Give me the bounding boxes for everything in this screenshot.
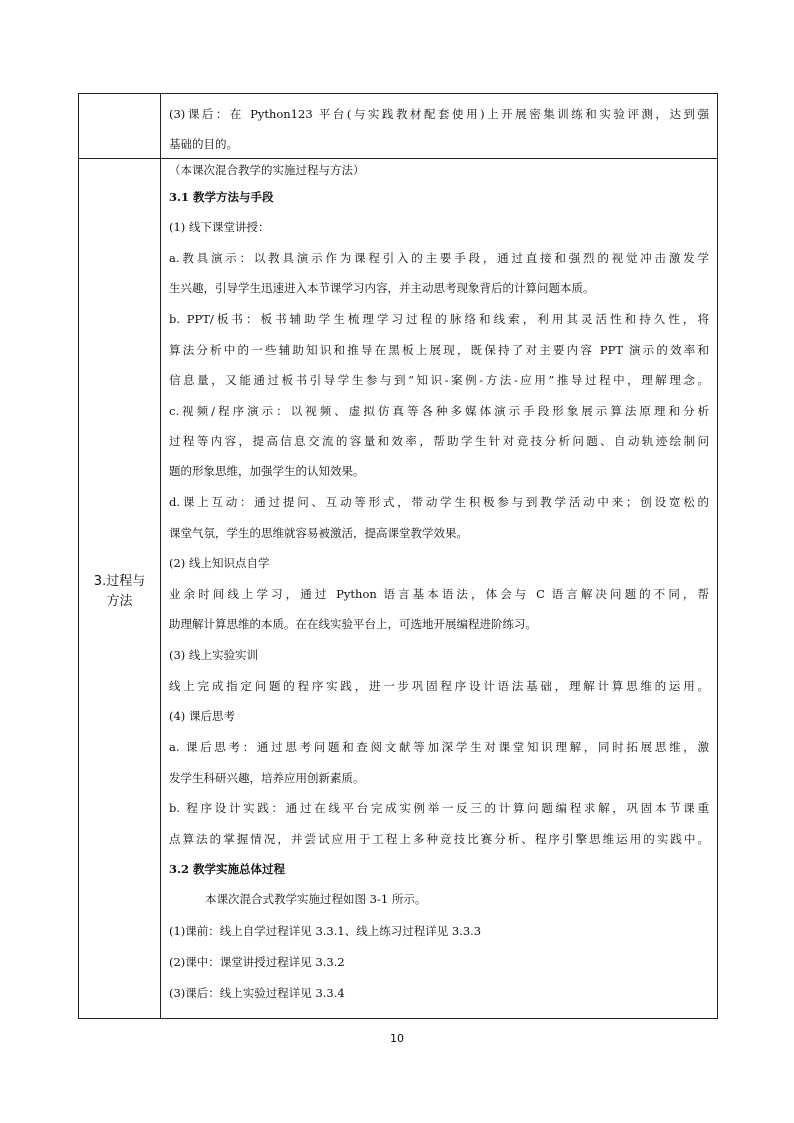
- para-b-line-2: 算法分析中的一些辅助知识和推导在黑板上展现，既保持了对主要内容 PPT 演示的效率和: [169, 343, 709, 357]
- after-class-line-1: (3)课后：在 Python123 平台(与实践教材配套使用)上开展密集训练和实验评测，达到强: [169, 107, 709, 121]
- page-number: 10: [390, 1032, 404, 1045]
- list-item-in-class: (2)课中：课堂讲授过程详见 3.3.2: [169, 955, 345, 969]
- subheading-3: (3) 线上实验实训: [169, 648, 258, 662]
- subheading-4: (4) 课后思考: [169, 709, 235, 723]
- para-practice-line-1: b. 程序设计实践：通过在线平台完成实例举一反三的计算问题编程求解，巩固本节课重: [169, 801, 709, 815]
- after-class-line-2: 基础的目的。: [169, 137, 238, 151]
- para-reflect-line-1: a. 课后思考：通过思考问题和查阅文献等加深学生对课堂知识理解，同时拓展思维，激: [169, 740, 709, 754]
- heading-3-1: 3.1 教学方法与手段: [169, 190, 274, 204]
- para-c-line-2: 过程等内容，提高信息交流的容量和效率，帮助学生针对竞技分析问题、自动轨迹绘制问: [169, 434, 709, 448]
- para-c-line-3: 题的形象思维，加强学生的认知效果。: [169, 464, 365, 478]
- content-table: [78, 93, 718, 1019]
- intro-note: （本课次混合教学的实施过程与方法）: [169, 163, 365, 177]
- column-divider: [160, 94, 161, 1018]
- subheading-1: (1) 线下课堂讲授：: [169, 220, 270, 234]
- overview-sentence: 本课次混合式教学实施过程如图 3-1 所示。: [205, 892, 427, 906]
- section-label: [79, 572, 160, 612]
- para-reflect-line-2: 发学生科研兴趣，培养应用创新素质。: [169, 771, 365, 785]
- section-label-line-2: 方法: [106, 594, 133, 609]
- para-d-line-1: d.课上互动：通过提问、互动等形式，带动学生积极参与到教学活动中来；创设宽松的: [169, 495, 709, 509]
- para-a-line-1: a.教具演示：以教具演示作为课程引入的主要手段，通过直接和强烈的视觉冲击激发学: [169, 251, 709, 265]
- list-item-after-class: (3)课后：线上实验过程详见 3.3.4: [169, 986, 345, 1000]
- heading-3-2: 3.2 教学实施总体过程: [169, 862, 286, 876]
- para-practice-line-2: 点算法的掌握情况，并尝试应用于工程上多种竞技比赛分析、程序引擎思维运用的实践中。: [169, 832, 709, 846]
- para-self-study-line-2: 助理解计算思维的本质。在在线实验平台上，可选地开展编程进阶练习。: [169, 617, 537, 631]
- para-d-line-2: 课堂气氛，学生的思维就容易被激活，提高课堂教学效果。: [169, 526, 468, 540]
- para-a-line-2: 生兴趣，引导学生迅速进入本节课学习内容，并主动思考现象背后的计算问题本质。: [169, 281, 595, 295]
- section-label-line-1: 3.过程与: [93, 574, 146, 589]
- para-b-line-3: 信息量，又能通过板书引导学生参与到“知识-案例-方法-应用”推导过程中，理解理念。: [169, 373, 709, 387]
- subheading-2: (2) 线上知识点自学: [169, 556, 270, 570]
- para-b-line-1: b. PPT/板书：板书辅助学生梳理学习过程的脉络和线索，利用其灵活性和持久性，将: [169, 312, 709, 326]
- para-lab: 线上完成指定问题的程序实践，进一步巩固程序设计语法基础，理解计算思维的运用。: [169, 679, 709, 693]
- para-c-line-1: c.视频/程序演示：以视频、虚拟仿真等各种多媒体演示手段形象展示算法原理和分析: [169, 404, 709, 418]
- list-item-before-class: (1)课前：线上自学过程详见 3.3.1、线上练习过程详见 3.3.3: [169, 924, 482, 938]
- row-divider: [79, 158, 717, 159]
- para-self-study-line-1: 业余时间线上学习，通过 Python 语言基本语法，体会与 C 语言解决问题的不同，帮: [169, 587, 709, 601]
- table-bottom-gap: [598, 1019, 718, 1020]
